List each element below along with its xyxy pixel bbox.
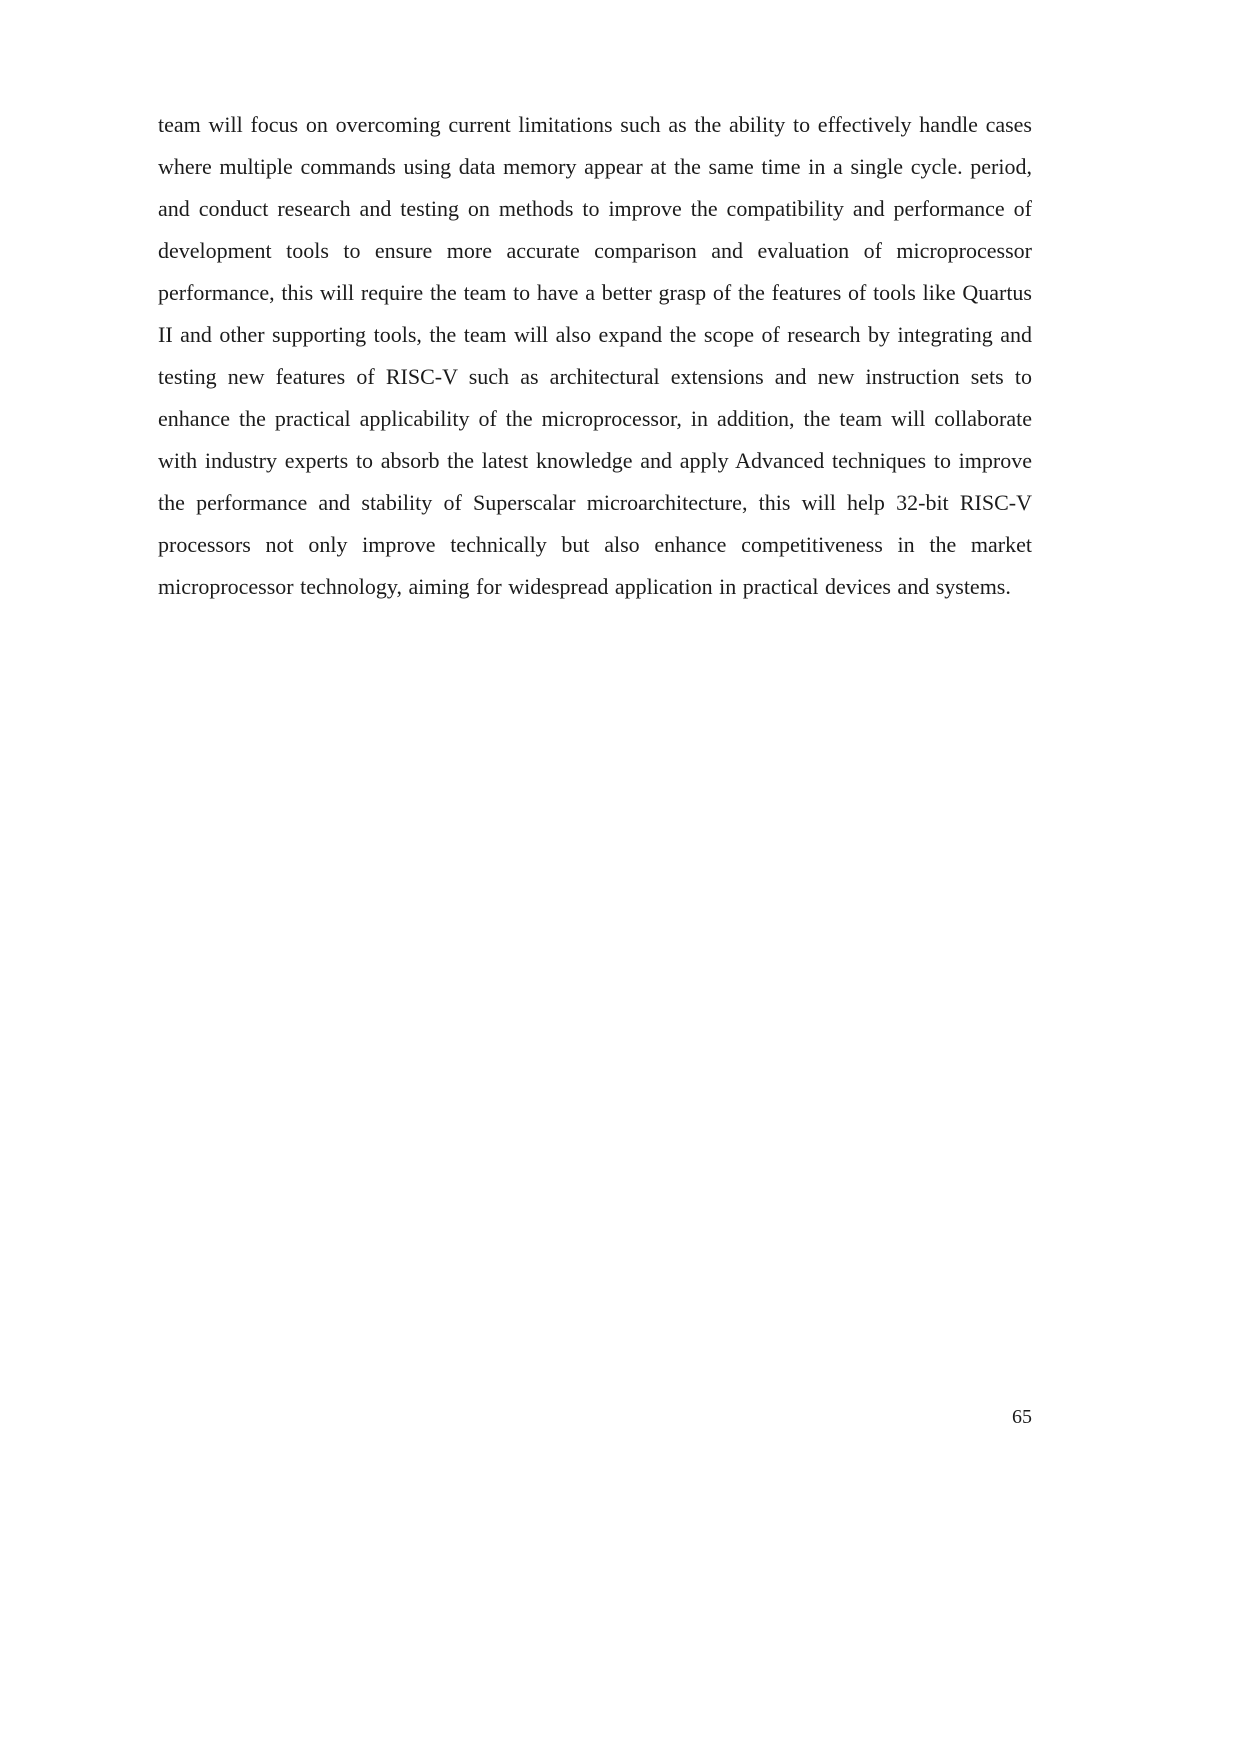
page-number: 65: [1012, 1406, 1032, 1428]
paragraph: team will focus on overcoming current limitations such as the ability to effectively handle cases where multiple commands using data memory appear at the same time in a single cycle. period, and conduct research and testing on methods to improve the compatibility and performance of development tools to ensure more accurate comparison and evaluation of microprocessor performance, this will require the team to have a better grasp of the features of tools like Quartus II and other supporting tools, the team will also expand the scope of research by integrating and testing new features of RISC-V such as architectural extensions and new instruction sets to enhance the practical applicability of the microprocessor, in addition, the team will collaborate with industry experts to absorb the latest knowledge and apply Advanced techniques to improve the performance and stability of Superscalar microarchitecture, this will help 32-bit RISC-V processors not only improve technically but also enhance competitiveness in the market microprocessor technology, aiming for widespread application in practical devices and systems.: [158, 112, 1032, 599]
body-text-block: [158, 104, 1032, 608]
